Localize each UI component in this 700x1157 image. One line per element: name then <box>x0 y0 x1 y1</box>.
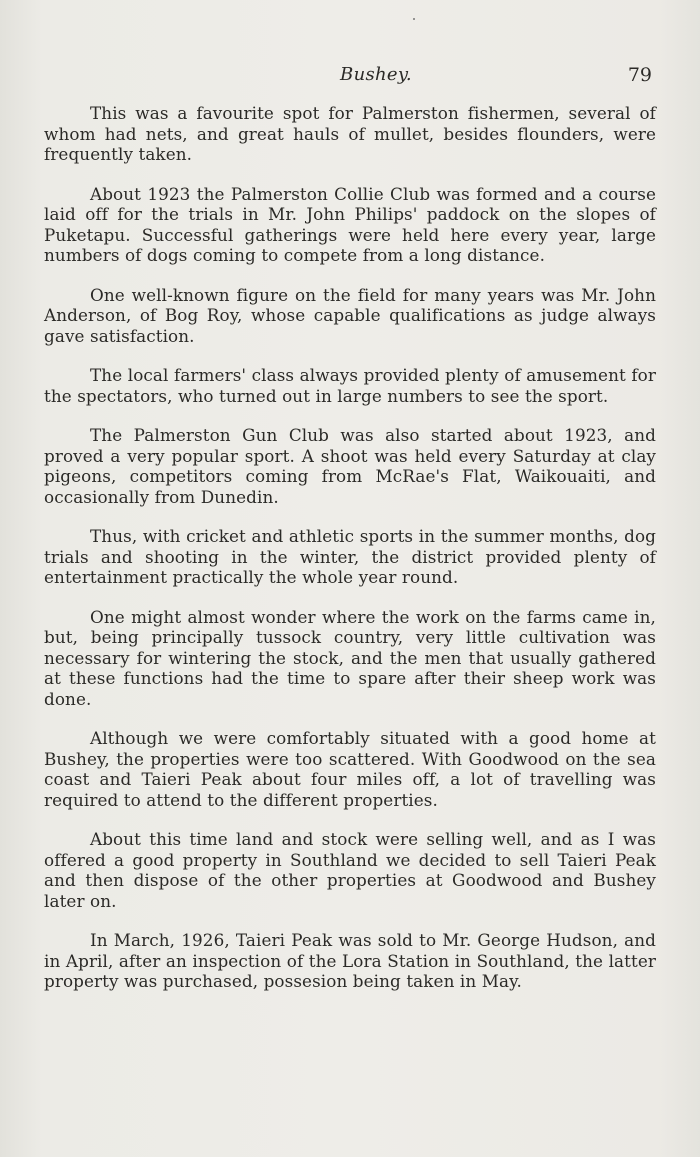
paragraph-entertainment: Thus, with cricket and athletic sports in the summer months, dog trials and shooting in the winter, the district provided plenty of entertainment practically the whole year round. <box>44 526 656 587</box>
paragraph-john-anderson: One well-known figure on the field for many years was Mr. John Anderson, of Bog Roy, whose capable qualifications as judge always gave satisfaction. <box>44 284 656 346</box>
body-text <box>44 103 656 1011</box>
paragraph-fishing-spot: This was a favourite spot for Palmerston fishermen, several of whom had nets, and great hauls of mullet, besides flounders, were frequently taken. <box>44 103 656 164</box>
paragraph-farm-work: One might almost wonder where the work on the farms came in, but, being principally tussock country, very little cultivation was necessary for wintering the stock, and the men that usually gathered at these functions had the time to spare after their sheep work was done. <box>44 606 656 709</box>
paragraph-gun-club: The Palmerston Gun Club was also started about 1923, and proved a very popular sport. A shoot was held every Saturday at clay pigeons, competitors coming from McRae's Flat, Waikouaiti, and occasionally from Dunedin. <box>44 425 656 507</box>
paragraph-scattered-properties: Although we were comfortably situated with a good home at Bushey, the properties were too scattered. With Goodwood on the sea coast and Taieri Peak about four miles off, a lot of travelling was required to attend to the different properties. <box>44 728 656 810</box>
paragraph-selling-decision: About this time land and stock were selling well, and as I was offered a good property in Southland we decided to sell Taieri Peak and then dispose of the other properties at Goodwood and Bushey later on. <box>44 829 656 911</box>
page-header <box>96 64 656 94</box>
running-title: Bushey. <box>340 64 412 85</box>
paragraph-taieri-peak-sale: In March, 1926, Taieri Peak was sold to Mr. George Hudson, and in April, after an inspection of the Lora Station in Southland, the latter property was purchased, possesion being taken in May. <box>44 930 656 991</box>
paragraph-farmers-class: The local farmers' class always provided plenty of amusement for the spectators, who turned out in large numbers to see the sport. <box>44 365 656 406</box>
paragraph-collie-club: About 1923 the Palmerston Collie Club was formed and a course laid off for the trials in Mr. John Philips' paddock on the slopes of Puketapu. Successful gatherings were held here every year, large numbers of dogs coming to compete from a long distance. <box>44 183 656 265</box>
paper-speck <box>413 18 415 20</box>
page-number: 79 <box>627 64 652 86</box>
